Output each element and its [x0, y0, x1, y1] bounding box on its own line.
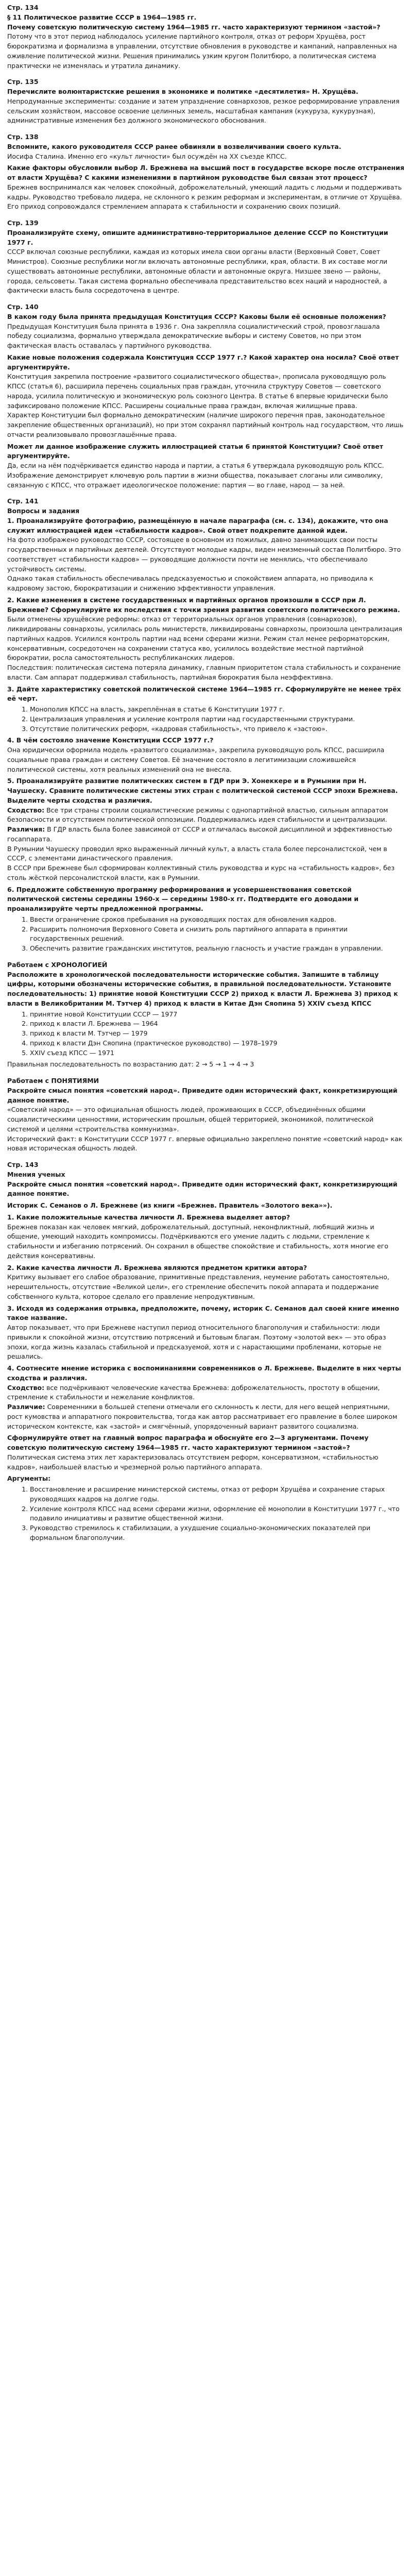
page-label: Стр. 141	[7, 497, 39, 505]
page-label: Стр. 143	[7, 1161, 39, 1168]
answer-text: Были отменены хрущёвские реформы: отказ от территориальных органов управления (совнархозов), ликвидированы совнархозы, усилилась роль министерств, ликвидированы совнархозы, произошла централизация партийных кадров. Усилился контроль партии над всеми сферами жизни. Режим стал менее реформаторским, консервативным, сосредоточен на сохранении статуса кво, усилилось воздействие местной партийной бюрократии, росла самостоятельность республиканских лидеров.	[7, 615, 402, 662]
answer-text: Конституция закрепила построение «развитого социалистического общества», прописала руководящую роль КПСС (статья 6), расширила перечень социальных прав граждан, уточнила структуру Советов — советского народа, усилила политическую и экономическую роль союзного Центра. В статье 6 впервые юридически было зафиксировано положение КПСС. Расширены социальные права граждан, включая жилищные права.	[7, 372, 388, 410]
question-text: В каком году была принята предыдущая Конституция СССР? Каковы были её основные положения?	[7, 312, 386, 320]
question-text: 5. Проанализируйте развитие политических систем в ГДР при Э. Хонеккере и в Румынии при Н. Чаушеску. Сравните политические системы этих стран с политической системой СССР эпохи Брежнева. Выделите черты сходства и различия.	[7, 777, 398, 804]
section	[7, 497, 405, 954]
answer-text: Предыдущая Конституция была принята в 1936 г. Она закрепляла социалистический строй, провозглашала победу социализма, формально утверждала демократические выборы и систему Советов, но при этом фактическая власть оставалась у партийного руководства.	[7, 322, 380, 349]
question-block	[7, 1180, 405, 1199]
question-text: Какие факторы обусловили выбор Л. Брежнева на высший пост в государстве вскоре после отстранения от власти Хрущёва? С какими изменениями в партийном руководстве был связан этот процесс?	[7, 164, 404, 181]
answer-text: Автор показывает, что при Брежневе наступил период относительного благополучия и стабильности: люди привыкли к спокойной жизни, отсутствию потрясений и бытовым благам. Поэтому «золотой век» — это образ эпохи, когда жизнь казалась стабильной и предсказуемой, хотя и с нарастающими проблемами, которые не решались.	[7, 1324, 386, 1361]
section	[7, 3, 405, 71]
question-text: 1. Какие положительные качества личности Л. Брежнева выделяет автор?	[7, 1213, 290, 1221]
question-text: Вспомните, какого руководителя СССР ранее обвиняли в возвеличивании своего культа.	[7, 142, 341, 150]
section-title: Вопросы и задания	[7, 507, 80, 515]
question-text: 2. Какие качества личности Л. Брежнева являются предметом критики автора?	[7, 1263, 307, 1272]
question-block	[7, 1474, 405, 1543]
question-block	[7, 163, 405, 212]
question-block	[7, 596, 405, 683]
answer-text: В СССР при Брежневе был сформирован коллективный стиль руководства и курс на «стабильность кадров», без столь жёсткой персоналистской власти, как в Румынии.	[7, 864, 395, 882]
page-label: Стр. 134	[7, 4, 39, 11]
page-label: Работаем с ПОНЯТИЯМИ	[7, 1077, 99, 1084]
question-text: Почему советскую политическую систему 1964—1985 гг. часто характеризуют термином «застой»?	[7, 23, 381, 31]
question-block	[7, 516, 405, 594]
page-label: Стр. 135	[7, 78, 39, 86]
question-text: Сформулируйте ответ на главный вопрос параграфа и обоснуйте его 2—3 аргументами. Почему советскую политическую систему 1964—1985 гг. часто характеризуют термином «застой»?	[7, 1434, 369, 1451]
answer-list-item: 1. Монополия КПСС на власть, закреплённая в статье 6 Конституции 1977 г.	[30, 705, 405, 715]
chronology-item: 4. приход к власти Дэн Сяопина (практическое руководство) — 1978–1979	[30, 1039, 405, 1048]
section	[7, 302, 405, 490]
page-label: Работаем с ХРОНОЛОГИЕЙ	[7, 960, 108, 969]
question-text: Какие новые положения содержала Конституция СССР 1977 г.? Какой характер она носила? Своё ответ аргументируйте.	[7, 353, 399, 371]
question-block	[7, 1433, 405, 1472]
question-block	[7, 776, 405, 883]
answer-text: Брежнев воспринимался как человек спокойный, доброжелательный, умеющий ладить с людьми и поддерживать кадры. Руководство требовало лидера, не склонного к резким реформам и экспериментам, в отличие от Хрущёва. Его приход сопровождался стремлением аппарата к стабильности и сохранению своих позиций.	[7, 183, 402, 211]
answer-list-item: 2. Централизация управления и усиление контроля партии над государственными структурами.	[30, 715, 405, 724]
question-text: 1. Проанализируйте фотографию, размещённую в начале параграфа (см. с. 134), докажите, что она служит иллюстрацией идеи «стабильности кадров». Свой ответ подкрепите данной идеи.	[7, 516, 388, 534]
answer-list-item: 3. Обеспечить развитие гражданских институтов, реальную гласность и участие граждан в управлении.	[30, 944, 405, 954]
answer-text: Правильная последовательность по возрастанию дат: 2 → 5 → 1 → 4 → 3	[7, 1060, 254, 1069]
section	[7, 132, 405, 212]
section	[7, 218, 405, 296]
answer-text: Последствия: политическая система потеряла динамику, главным приоритетом стала стабильность и сохранение власти. Сам аппарат поддерживал стабильность, партийная бюрократия была неэффективна.	[7, 664, 401, 681]
section	[7, 77, 405, 126]
answer-list	[7, 705, 405, 734]
answer-list	[7, 915, 405, 954]
answer-text: Исторический факт: в Конституции СССР 1977 г. впервые официально закреплено понятие «советский народ» как новая историческая общность людей.	[7, 1134, 403, 1153]
question-text: Расположите в хронологической последовательности исторические события. Запишите в таблицу цифры, которыми обозначены исторические события, в правильной последовательности. Установите последовательность: 1) принятие новой Конституции СССР 2) приход к власти Л. Брежнева 3) приход к власти в Великобритании М. Тэтчер 4) приход к власти в Китае Дэн Сяопина 5) XXIV съезд КПСС	[7, 970, 398, 1007]
answer-text: Иосифа Сталина. Именно его «культ личности» был осуждён на XX съезде КПСС.	[7, 152, 287, 160]
answer-label-text: Современники в большей степени отмечали его склонность к лести, для него вещей неприятными, рост кумовства и аппаратного покровительства, тогда как автор рассматривает его правление в более широком историческом контексте, как «застой» и смягчённый, упорядоченный вариант развитого социализма.	[7, 1403, 398, 1430]
question-block	[7, 1213, 405, 1261]
answer-text: «Советский народ» — это официальная общность людей, проживающих в СССР, объединённых общими социалистическими ценностями, историческим прошлым, общей территорией, экономикой, политической системой и целями «строительства коммунизма».	[7, 1106, 374, 1133]
question-block	[7, 142, 405, 162]
question-text: Перечислите волюнтаристские решения в экономике и политике «десятилетия» Н. Хрущёва.	[7, 88, 358, 95]
section	[7, 960, 405, 1070]
question-text: 3. Дайте характеристику советской политической системе 1964—1985 гг. Сформулируйте не менее трёх её черт.	[7, 685, 401, 703]
question-text: 4. В чём состояло значение Конституции СССР 1977 г.?	[7, 736, 214, 744]
question-block	[7, 970, 405, 1070]
question-text: Может ли данное изображение служить иллюстрацией статьи 6 принятой Конституции? Своё ответ аргументируйте.	[7, 442, 384, 460]
labeled-answer	[7, 1402, 405, 1431]
answer-label-text: В ГДР власть была более зависимой от СССР и отличалась высокой дисциплиной и эффективностью госаппарата.	[7, 825, 392, 843]
answer-list-item: 1. Ввести ограничение сроков пребывания на руководящих постах для обновления кадров.	[30, 915, 405, 925]
labeled-answer	[7, 825, 405, 844]
answer-list-item: 1. Восстановление и расширение министерской системы, отказ от реформ Хрущёва и сохранение старых руководящих кадров на долгие годы.	[30, 1485, 405, 1504]
question-block	[7, 442, 405, 490]
question-block	[7, 87, 405, 126]
question-text: Раскройте смысл понятия «советский народ». Приведите один исторический факт, конкретизирующий данное понятие.	[7, 1180, 398, 1198]
answer-text: Характер Конституции был формально демократическим (наличие широкого перечня прав, законодательное закрепление общественных организаций), но при этом сохранял партийный контроль над государством, что лишь отчасти реализовывало провозглашённые права.	[7, 411, 404, 438]
answer-text: Да, если на нём подчёркивается единство народа и партии, а статья 6 утверждала руководящую роль КПСС. Изображение демонстрирует ключевую роль партии в жизни общества, показывает слоганы или символику, связанную с КПСС, что отражает идеологическое положение: партия — во главе, народ — за ней.	[7, 462, 384, 489]
labeled-answer	[7, 1383, 405, 1403]
answer-text: Однако такая стабильность обеспечивалась предсказуемостью и спокойствием аппарата, но приводила к кадровому застою, бюрократизации и снижению эффективности управления.	[7, 574, 373, 592]
question-block	[7, 1304, 405, 1362]
answer-text: Политическая система этих лет характеризовалась отсутствием реформ, консерватизмом, «стабильностью кадров», наибольшей властью и чрезмерной ролью партийного аппарата.	[7, 1453, 379, 1471]
answer-text: Критику вызывает его слабое образование, примитивные представления, неумение работать самостоятельно, нерешительность, отсутствие «Великой цели», его стремление обеспечить покой аппарата и поддержание собственного культа, которое сделало его правление непродуктивным.	[7, 1273, 389, 1300]
question-block	[7, 1263, 405, 1302]
answer-list-item: 2. Расширить полномочия Верховного Совета и снизить роль партийного аппарата в принятии государственных решений.	[30, 925, 405, 944]
answer-label-text: Все три страны строили социалистические режимы с однопартийной властью, сильным аппаратом безопасности и отсутствием политической оппозиции. Поддерживались идея стабильности и централизации.	[7, 806, 388, 824]
chronology-list	[7, 1010, 405, 1058]
question-block	[7, 685, 405, 734]
question-text: 4. Соотнесите мнение историка с воспоминаниями современников о Л. Брежневе. Выделите в них черты сходства и различия.	[7, 1364, 401, 1382]
answer-text: На фото изображено руководство СССР, состоящее в основном из пожилых, давно занимающих свои посты государственных и партийных деятелей. Отсутствуют молодые кадры, виден неизменный состав Политбюро. Это соответствует «стабильности кадров» — руководящие должности почти не менялись, что обеспечивало устойчивость системы.	[7, 536, 401, 573]
answer-label: Различие:	[7, 1403, 45, 1411]
question-block	[7, 1201, 405, 1211]
chronology-item: 5. XXIV съезд КПСС — 1971	[30, 1048, 405, 1058]
section	[7, 1160, 405, 1543]
question-block	[7, 1086, 405, 1154]
question-text: 2. Какие изменения в системе государственных и партийных органов произошли в СССР при Л. Брежневе? Сформулируйте их последствия с точки зрения развития советского политического режима.	[7, 596, 400, 614]
question-block	[7, 353, 405, 440]
answer-label: Сходство:	[7, 806, 45, 814]
question-block	[7, 23, 405, 71]
question-block	[7, 885, 405, 954]
answer-list-item: 3. Отсутствие политических реформ, «кадровая стабильность», что привело к «застою».	[30, 724, 405, 734]
answer-text: Она юридически оформила модель «развитого социализма», закрепила руководящую роль КПСС, расширила социальные права граждан и систему Советов. Её значение состояло в легитимизации сложившейся политической системы, хотя реальных изменений она не внесла.	[7, 746, 385, 773]
question-text: Историк С. Семанов о Л. Брежневе (из книги «Брежнев. Правитель «Золотого века»»).	[7, 1201, 333, 1209]
answer-label: Сходство:	[7, 1383, 45, 1392]
answer-text: Потому что в этот период наблюдалось усиление партийного контроля, отказ от реформ Хрущёва, рост бюрократизма и формализма в управлении, отсутствие обновления в руководстве и кампаний, направленных на оживление политической жизни. Решения принимались узким кругом Политбюро, а политическая система практически не изменялась и утратила динамику.	[7, 32, 397, 70]
answer-label: Различия:	[7, 825, 45, 833]
answer-text: СССР включал союзные республики, каждая из которых имела свои органы власти (Верховный Совет, Совет Министров). Союзные республики могли включать автономные республики, края, области. В их составе могли существовать автономные республики, автономные области и автономные округа. Низшее звено — районы, города, сельсоветы. Такая система формально обеспечивала представительство всех наций и народностей, а фактически власть была сосредоточена в центре.	[7, 248, 388, 295]
answer-text: Непродуманные эксперименты: создание и затем упразднение совнархозов, резкое реформирование управления сельским хозяйством, массовое освоение целинных земель, масштабная кампания (кукуруза, кукурузная), административные изменения без должного экономического обоснования.	[7, 97, 400, 125]
labeled-answer	[7, 806, 405, 825]
answer-list-item: 2. Усиление контроля КПСС над всеми сферами жизни, оформление её монополии в Конституции 1977 г., что подавило инициативы и развитие общественной жизни.	[30, 1504, 405, 1524]
question-text: Раскройте смысл понятия «советский народ». Приведите один исторический факт, конкретизирующий данное понятие.	[7, 1086, 398, 1104]
section-title: § 11 Политическое развитие СССР в 1964—1985 гг.	[7, 13, 197, 21]
question-block	[7, 312, 405, 351]
section	[7, 1076, 405, 1154]
question-block	[7, 228, 405, 296]
question-text: Аргументы:	[7, 1475, 51, 1483]
question-block	[7, 1364, 405, 1431]
page-label: Стр. 140	[7, 303, 39, 311]
page-label: Стр. 139	[7, 219, 39, 227]
question-text: Проанализируйте схему, опишите административно-территориальное деление СССР по Конституции 1977 г.	[7, 228, 388, 246]
question-text: 3. Исходя из содержания отрывка, предположите, почему, историк С. Семанов дал своей книге именно такое название.	[7, 1304, 399, 1322]
question-text: 6. Предложите собственную программу реформирования и усовершенствования советской политической системы середины 1960-х — середины 1980-х гг. Подтвердите его доводами и проанализируйте черты предложенной программы.	[7, 885, 359, 912]
question-block	[7, 736, 405, 774]
chronology-item: 2. приход к власти Л. Брежнева — 1964	[30, 1019, 405, 1029]
answer-text: В Румынии Чаушеску проводил ярко выраженный личный культ, а власть стала более персоналистской, чем в СССР, с элементами династического правления.	[7, 844, 387, 862]
page-label: Стр. 138	[7, 133, 39, 141]
chronology-item: 3. приход к власти М. Тэтчер — 1979	[30, 1029, 405, 1039]
chronology-item: 1. принятие новой Конституции СССР — 1977	[30, 1010, 405, 1020]
answer-label-text: все подчёркивают человеческие качества Брежнева: доброжелательность, простоту в общении, стремление к стабильности и нежелание конфликтов.	[7, 1383, 380, 1401]
section-title: Мнения ученых	[7, 1170, 65, 1178]
answer-text: Брежнев показан как человек мягкий, доброжелательный, доступный, неконфликтный, любящий жизнь и общение, умеющий находить компромиссы. Подчёркиваются его умение ладить с людьми, стремление к стабильности и избеганию потрясений. Он сохранил в обществе спокойствие и стабильность, хотя многие его действия консервативны.	[7, 1223, 388, 1260]
answer-list	[7, 1485, 405, 1543]
answer-list-item: 3. Руководство стремилось к стабилизации, а ухудшение социально-экономических показателей при формальном благополучии.	[30, 1523, 405, 1543]
